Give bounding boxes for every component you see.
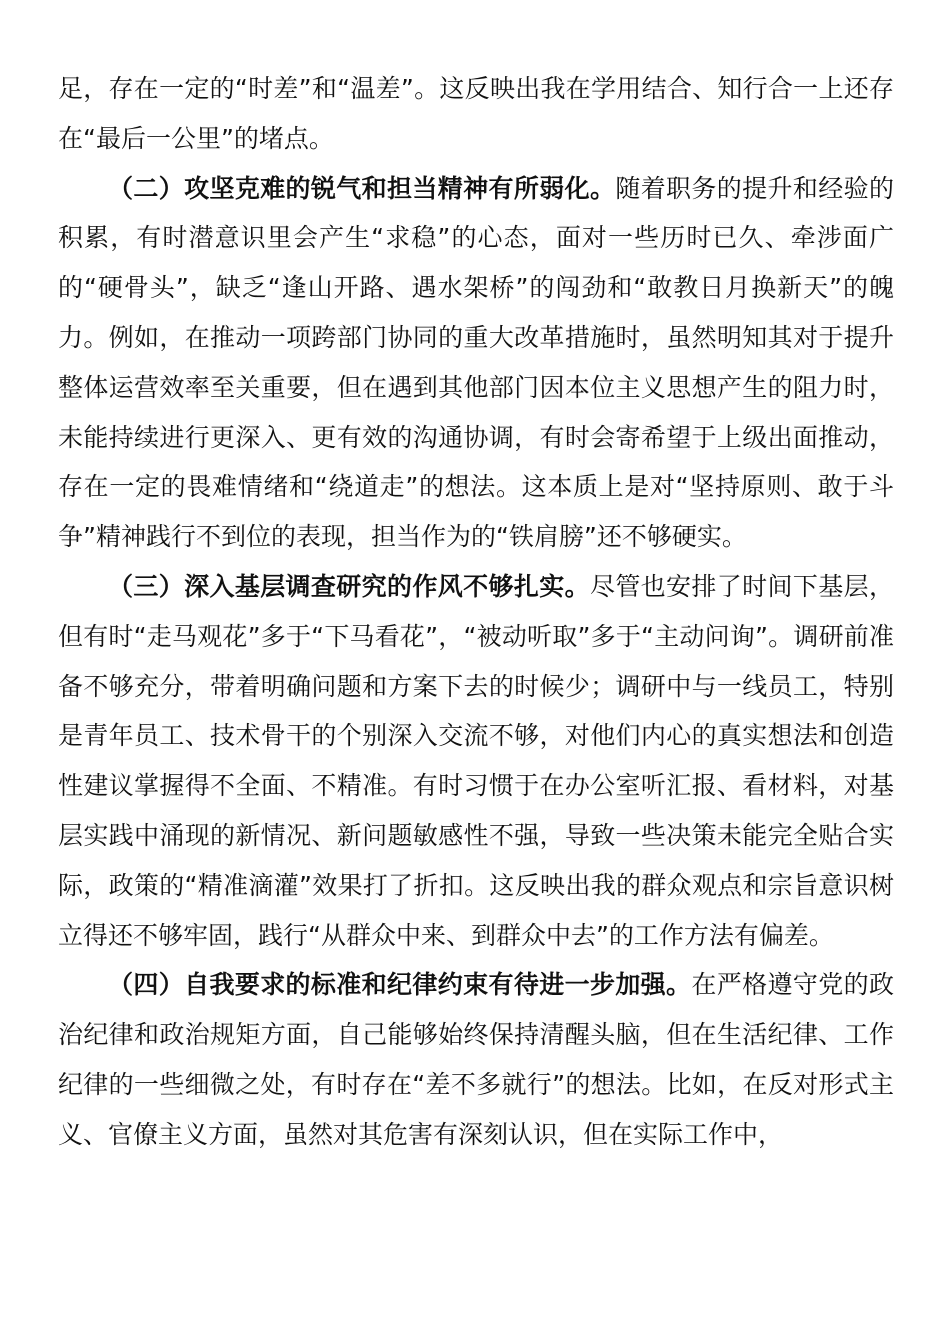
document-body [58, 64, 894, 1160]
paragraph-section-3 [58, 562, 894, 960]
paragraph-continuation [58, 64, 894, 164]
paragraph-text: 足，存在一定的“时差”和“温差”。这反映出我在学用结合、知行合一上还存在“最后一公里”的堵点。 [58, 74, 894, 153]
section-heading: （四）自我要求的标准和纪律约束有待进一步加强。 [108, 970, 692, 1000]
paragraph-text: 在严格遵守党的政治纪律和政治规矩方面，自己能够始终保持清醒头脑，但在生活纪律、工作纪律的一些细微之处，有时存在“差不多就行”的想法。比如，在反对形式主义、官僚主义方面，虽然对其危害有深刻认识，但在实际工作中， [58, 970, 894, 1149]
paragraph-section-4 [58, 960, 894, 1159]
paragraph-text: 随着职务的提升和经验的积累，有时潜意识里会产生“求稳”的心态，面对一些历时已久、牵涉面广的“硬骨头”，缺乏“逢山开路、遇水架桥”的闯劲和“敢教日月换新天”的魄力。例如，在推动一项跨部门协同的重大改革措施时，虽然明知其对于提升整体运营效率至关重要，但在遇到其他部门因本位主义思想产生的阻力时，未能持续进行更深入、更有效的沟通协调，有时会寄希望于上级出面推动，存在一定的畏难情绪和“绕道走”的想法。这本质上是对“坚持原则、敢于斗争”精神践行不到位的表现，担当作为的“铁肩膀”还不够硬实。 [58, 173, 894, 552]
section-heading: （三）深入基层调查研究的作风不够扎实。 [108, 571, 590, 601]
paragraph-text: 尽管也安排了时间下基层，但有时“走马观花”多于“下马看花”，“被动听取”多于“主动问询”。调研前准备不够充分，带着明确问题和方案下去的时候少；调研中与一线员工，特别是青年员工、技术骨干的个别深入交流不够，对他们内心的真实想法和创造性建议掌握得不全面、不精准。有时习惯于在办公室听汇报、看材料，对基层实践中涌现的新情况、新问题敏感性不强，导致一些决策未能完全贴合实际，政策的“精准滴灌”效果打了折扣。这反映出我的群众观点和宗旨意识树立得还不够牢固，践行“从群众中来、到群众中去”的工作方法有偏差。 [58, 571, 894, 950]
paragraph-section-2 [58, 164, 894, 562]
section-heading: （二）攻坚克难的锐气和担当精神有所弱化。 [108, 173, 616, 203]
